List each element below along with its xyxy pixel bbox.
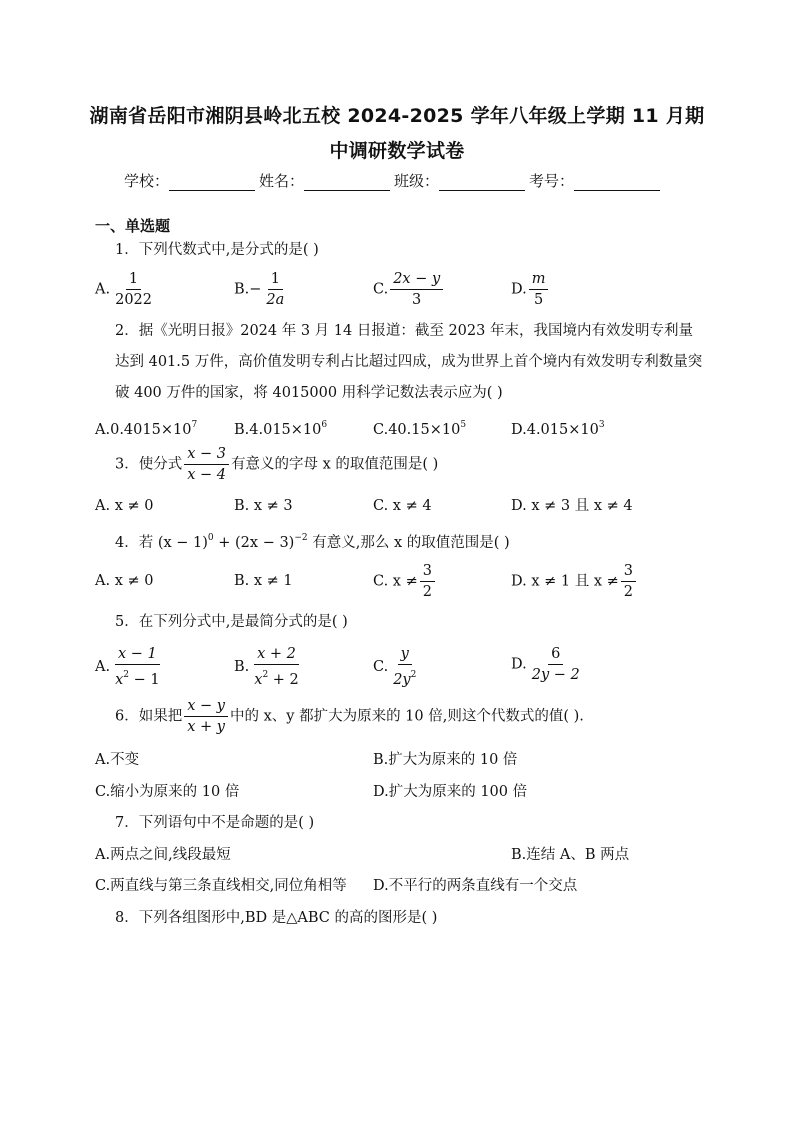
section-heading: 一、单选题 (95, 217, 171, 235)
question-2-stem: 2．据《光明日报》2024 年 3 月 14 日报道：截至 2023 年末，我国境内有效发明专利量达到 401.5 万件，高价值发明专利占比超过四成，成为世界上首个境内有效发明专利数量突破 400 万件的国家，将 4015000 用科学记数法表示应为( ) (115, 323, 703, 401)
school-blank[interactable] (169, 174, 255, 191)
name-blank[interactable] (304, 174, 390, 191)
q7-option-d: D.不平行的两条直线有一个交点 (373, 878, 578, 894)
question-3-stem: 3．使分式 $\frac{x - 3}{x - 4}$ 有意义的字母 x 的取值范围是( ) (115, 446, 439, 483)
question-6-stem: 6．如果把 $\frac{x - y}{x + y}$ 中的 x、y 都扩大为原来的 10 倍,则这个代数式的值( ). (115, 698, 584, 735)
question-8-stem: 8．下列各组图形中,BD 是△ABC 的高的图形是( ) (115, 910, 438, 926)
q4-option-b: B. x ≠ 1 (234, 573, 293, 589)
q6-option-b: B.扩大为原来的 10 倍 (373, 752, 518, 768)
q5-option-c: C. $\frac{y}{2y^2}$ (373, 646, 417, 688)
question-7-stem: 7．下列语句中不是命题的是( ) (115, 815, 315, 831)
exam-number-blank[interactable] (574, 174, 660, 191)
q3-option-b: B. x ≠ 3 (234, 498, 293, 514)
q6-option-d: D.扩大为原来的 100 倍 (373, 784, 528, 800)
q7-option-c: C.两直线与第三条直线相交,同位角相等 (95, 878, 347, 894)
q5-option-a: A. $\frac{x - 1}{x^2 - 1}$ (95, 646, 160, 688)
q1-option-b: B.− $\frac{1}{2a}$ (234, 271, 285, 308)
q6-option-a: A.不变 (95, 752, 140, 768)
q4-option-c: C. x ≠ $\frac{3}{2}$ (373, 562, 437, 601)
q3-option-d: D. x ≠ 3 且 x ≠ 4 (511, 498, 633, 514)
q2-option-c: $C.40.15\times 10^5$ (373, 420, 467, 438)
question-1-stem: 1．下列代数式中,是分式的是( ) (115, 242, 319, 258)
q5-option-d: D. $\frac{6}{2y - 2}$ (511, 646, 580, 683)
question-5-stem: 5．在下列分式中,是最简分式的是( ) (115, 614, 348, 630)
page-title-line2: 中调研数学试卷 (329, 140, 465, 162)
exam-number-label: 考号： (529, 172, 575, 190)
q5-option-b: B. $\frac{x + 2}{x^2 + 2}$ (234, 646, 299, 688)
school-label: 学校： (124, 172, 170, 190)
name-label: 姓名： (259, 172, 305, 190)
page-title: 湖南省岳阳市湘阴县岭北五校 2024-2025 学年八年级上学期 11 月期 (89, 105, 705, 127)
q3-option-a: A. x ≠ 0 (95, 498, 154, 514)
q2-option-a: $A.0.4015\times 10^7$ (95, 420, 198, 438)
q1-option-a: A. $\frac{1}{2022}$ (95, 271, 152, 308)
q3-option-c: C. x ≠ 4 (373, 498, 432, 514)
q2-option-b: $B.4.015\times 10^6$ (234, 420, 328, 438)
q7-option-a: A.两点之间,线段最短 (95, 847, 231, 863)
class-blank[interactable] (439, 174, 525, 191)
q4-option-a: A. x ≠ 0 (95, 573, 154, 589)
q6-option-c: C.缩小为原来的 10 倍 (95, 784, 240, 800)
question-4-stem: 4．若 $(x - 1)^0 + (2x - 3)^{-2}$ 有意义,那么 x 的取值范围是( ) (115, 533, 510, 551)
q1-option-c: C. $\frac{2x - y}{3}$ (373, 270, 445, 309)
class-label: 班级： (394, 172, 440, 190)
q4-option-d: D. x ≠ 1 且 x ≠ $\frac{3}{2}$ (511, 562, 638, 601)
q7-option-b: B.连结 A、B 两点 (511, 847, 630, 863)
q1-option-d: D. $\frac{m}{5}$ (511, 270, 550, 309)
student-info-row (124, 170, 664, 191)
q2-option-d: $D.4.015\times 10^3$ (511, 420, 605, 438)
